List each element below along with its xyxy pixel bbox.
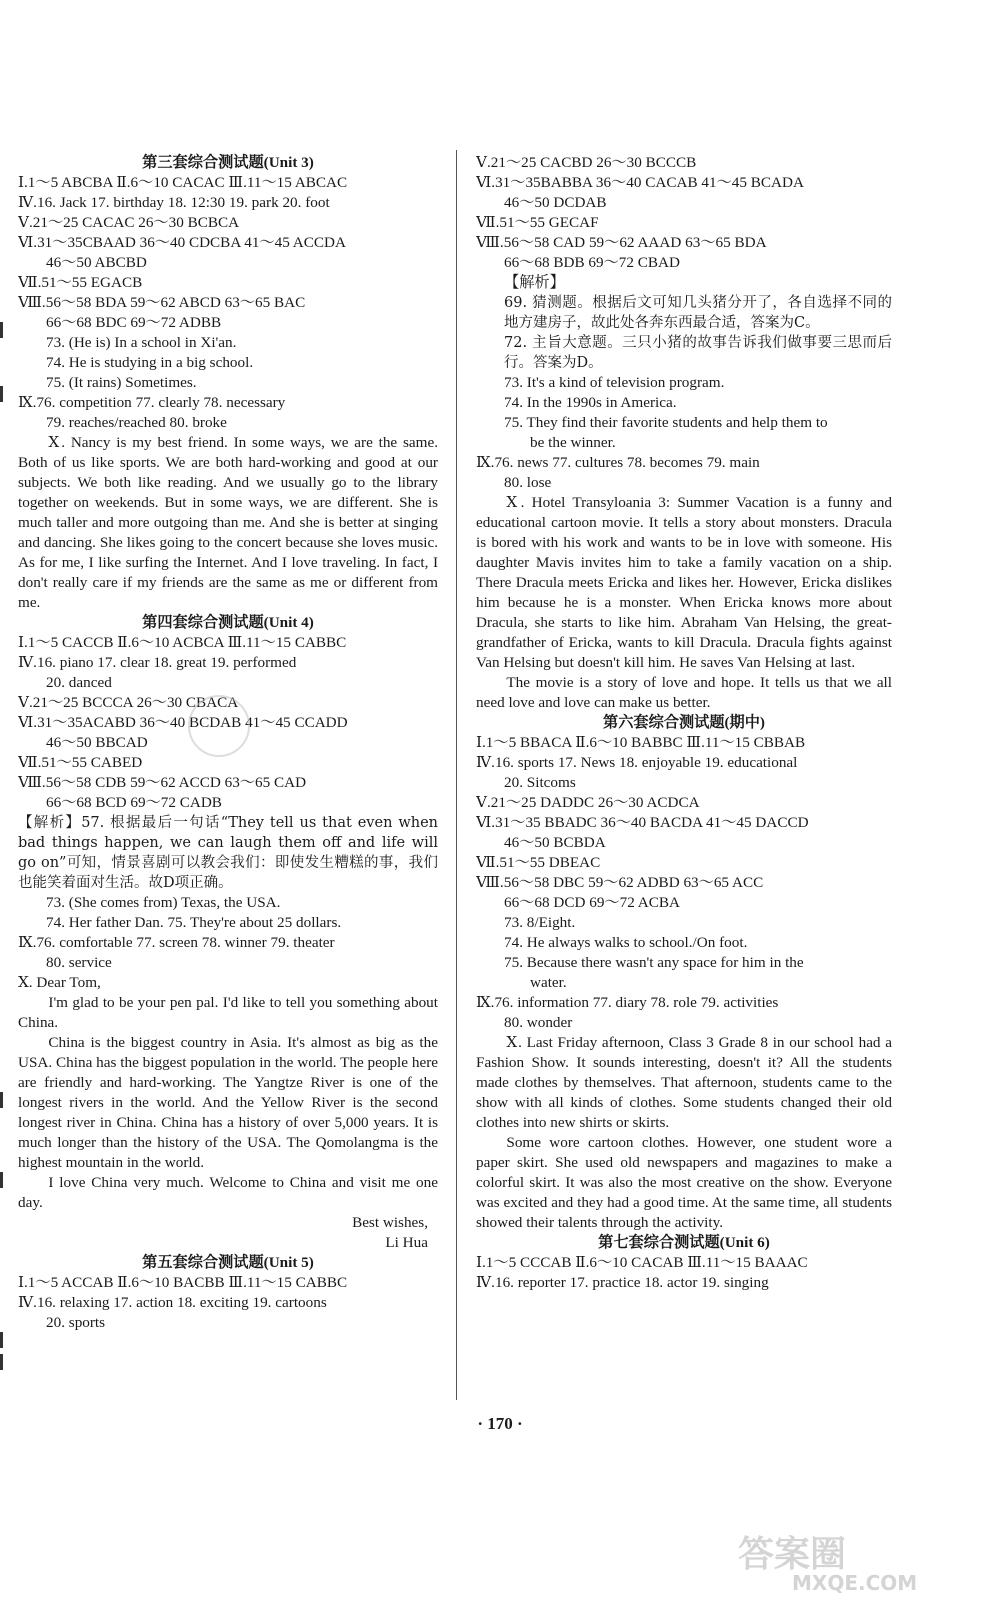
watermark-site-text: MXQE.COM <box>792 1571 918 1594</box>
essay-paragraph: The movie is a story of love and hope. It tells us that we all need love and love can make us better. <box>476 674 892 711</box>
section-title: 第六套综合测试题(期中) <box>603 714 765 731</box>
answer-line: 46～50 DCDAB <box>504 194 607 211</box>
answer-line: Ⅷ.56～58 BDA 59～62 ABCD 63～65 BAC <box>18 294 306 311</box>
answer-line: Ⅴ.21～25 CACAC 26～30 BCBCA <box>18 214 240 231</box>
answer-line: 66～68 BCD 69～72 CADB <box>46 794 222 811</box>
answer-line: Ⅳ.16. relaxing 17. action 18. exciting 19. cartoons <box>18 1294 327 1311</box>
answer-line: Ⅶ.51～55 CABED <box>18 754 143 771</box>
answer-line: 73. 8/Eight. <box>504 914 576 931</box>
answer-line: Ⅵ.31～35CBAAD 36～40 CDCBA 41～45 ACCDA <box>18 234 346 251</box>
answer-line: 73. (He is) In a school in Xi'an. <box>46 334 237 351</box>
answer-line: Ⅷ.56～58 CAD 59～62 AAAD 63～65 BDA <box>476 234 767 251</box>
essay-paragraph: I love China very much. Welcome to China and visit me one day. <box>18 1174 438 1211</box>
answer-line: 20. Sitcoms <box>504 774 576 791</box>
answer-line: 74. He is studying in a big school. <box>46 354 254 371</box>
answer-line: Ⅵ.31～35BABBA 36～40 CACAB 41～45 BCADA <box>476 174 804 191</box>
essay-paragraph: I'm glad to be your pen pal. I'd like to tell you something about China. <box>18 994 438 1031</box>
answer-line: 66～68 BDC 69～72 ADBB <box>46 314 222 331</box>
answer-line: Ⅸ.76. comfortable 77. screen 78. winner 79. theater <box>18 934 335 951</box>
page-edge-mark <box>0 322 3 338</box>
answer-line: 20. danced <box>46 674 112 691</box>
answer-line: Ⅵ.31～35ACABD 36～40 BCDAB 41～45 CCADD <box>18 714 348 731</box>
answer-line: 75. Because there wasn't any space for him in the <box>504 954 804 971</box>
essay-paragraph: Ⅹ. Hotel Transyloania 3: Summer Vacation is a funny and educational cartoon movie. It tells a story about monsters. Dracula is bored with his work and wants to be in love with someone. His daughter Mavis invites him to take a family vacation on a ship. There Dracula meets Ericka and likes her. However, Ericka dislikes him because he is a monster. When Ericka knows more about Dracula, she starts to like him. Abraham Van Helsing, the great-grandfather of Ericka, wants to kill Dracula. Dracula fights against Van Helsing but doesn't kill him. He saves Van Helsing at last. <box>476 494 892 671</box>
answer-line: 75. (It rains) Sometimes. <box>46 374 197 391</box>
answer-line: Ⅹ. Dear Tom, <box>18 974 101 991</box>
answer-line: Ⅴ.21～25 CACBD 26～30 BCCCB <box>476 154 697 171</box>
answer-line: Ⅳ.16. reporter 17. practice 18. actor 19. singing <box>476 1274 769 1291</box>
essay-paragraph: China is the biggest country in Asia. It's almost as big as the USA. China has the biggest population in the world. The people here are friendly and hard-working. The Yangtze River is one of the longest rivers in the world. And the Yellow River is the second longest river in China. China has a history of over 5,000 years. It is much longer than the history of the USA. The Qomolangma is the highest mountain in the world. <box>18 1034 438 1171</box>
answer-line: Ⅰ.1～5 BBACA Ⅱ.6～10 BABBC Ⅲ.11～15 CBBAB <box>476 734 806 751</box>
answer-line: Ⅷ.56～58 CDB 59～62 ACCD 63～65 CAD <box>18 774 307 791</box>
answer-line: 66～68 BDB 69～72 CBAD <box>504 254 680 271</box>
answer-line: 46～50 BBCAD <box>46 734 148 751</box>
answer-line: 74. In the 1990s in America. <box>504 394 677 411</box>
essay-paragraph: Ⅹ. Last Friday afternoon, Class 3 Grade 8 in our school had a Fashion Show. It sounds interesting, doesn't it? All the students made clothes by themselves. That afternoon, students came to the show with all kinds of clothes. Some students changed their old clothes into new shirts or skirts. <box>476 1034 892 1131</box>
essay-paragraph: Some wore cartoon clothes. However, one student wore a paper skirt. She used old newspapers and magazines to make a colorful skirt. It was also the most creative on the show. Everyone was excited and they had a good time. At the same time, all students showed their talents through the activity. <box>476 1134 892 1231</box>
answer-line: Ⅸ.76. information 77. diary 78. role 79. activities <box>476 994 779 1011</box>
answer-line: 20. sports <box>46 1314 106 1331</box>
answer-line: 66～68 DCD 69～72 ACBA <box>504 894 680 911</box>
answer-line: Ⅳ.16. Jack 17. birthday 18. 12:30 19. park 20. foot <box>18 194 330 211</box>
answer-line: 74. Her father Dan. 75. They're about 25 dollars. <box>46 914 342 931</box>
answer-line: 80. service <box>46 954 112 971</box>
page-edge-mark <box>0 386 3 402</box>
answer-line: be the winner. <box>530 434 616 451</box>
answer-line: Ⅳ.16. piano 17. clear 18. great 19. performed <box>18 654 297 671</box>
page-edge-mark <box>0 1172 3 1188</box>
section-title: 第七套综合测试题(Unit 6) <box>598 1234 770 1251</box>
answer-line: 【解析】 <box>504 274 565 291</box>
right-column <box>476 153 892 1293</box>
answer-line: Ⅸ.76. competition 77. clearly 78. necessary <box>18 394 286 411</box>
answer-line: 80. wonder <box>504 1014 573 1031</box>
analysis-paragraph: 69. 猜测题。根据后文可知几头猪分开了，各自选择不同的地方建房子，故此处各奔东西最合适，答案为C。 <box>504 295 892 331</box>
answer-line: Ⅶ.51～55 EGACB <box>18 274 143 291</box>
answer-line: 73. (She comes from) Texas, the USA. <box>46 894 281 911</box>
page-edge-mark <box>0 1332 3 1348</box>
answer-line: Ⅰ.1～5 ABCBA Ⅱ.6～10 CACAC Ⅲ.11～15 ABCAC <box>18 174 348 191</box>
answer-line: 74. He always walks to school./On foot. <box>504 934 748 951</box>
answer-line: 75. They find their favorite students and help them to <box>504 414 828 431</box>
watermark-logo-text: 答案圈 <box>738 1534 847 1575</box>
answer-line: Ⅶ.51～55 DBEAC <box>476 854 601 871</box>
answer-line: 80. lose <box>504 474 552 491</box>
answer-line: Ⅴ.21～25 DADDC 26～30 ACDCA <box>476 794 700 811</box>
answer-line: 79. reaches/reached 80. broke <box>46 414 227 431</box>
watermark-logo <box>732 1526 972 1594</box>
page-edge-mark <box>0 1354 3 1370</box>
section-title: 第五套综合测试题(Unit 5) <box>142 1254 314 1271</box>
answer-line: 73. It's a kind of television program. <box>504 374 725 391</box>
answer-line: Ⅰ.1～5 CACCB Ⅱ.6～10 ACBCA Ⅲ.11～15 CABBC <box>18 634 347 651</box>
answer-line: Best wishes, <box>352 1214 428 1231</box>
answer-line: Ⅷ.56～58 DBC 59～62 ADBD 63～65 ACC <box>476 874 764 891</box>
page-edge-mark <box>0 1092 3 1108</box>
answer-line: Ⅰ.1～5 CCCAB Ⅱ.6～10 CACAB Ⅲ.11～15 BAAAC <box>476 1254 808 1271</box>
answer-line: Ⅴ.21～25 BCCCA 26～30 CBACA <box>18 694 239 711</box>
faint-stamp <box>188 695 250 757</box>
page-number: · 170 · <box>477 1414 523 1433</box>
answer-line: Ⅳ.16. sports 17. News 18. enjoyable 19. educational <box>476 754 798 771</box>
answer-line: Ⅵ.31～35 BBADC 36～40 BACDA 41～45 DACCD <box>476 814 809 831</box>
answer-line: 46～50 BCBDA <box>504 834 606 851</box>
section-title: 第三套综合测试题(Unit 3) <box>142 154 314 171</box>
watermark-logo-icon <box>732 1526 972 1594</box>
answer-line: Ⅸ.76. news 77. cultures 78. becomes 79. main <box>476 454 760 471</box>
essay-paragraph: Ⅹ. Nancy is my best friend. In some ways, we are the same. Both of us like sports. We are both hard-working and good at our subjects. We both like reading. And we usually go to the library together on weekends. But in some ways, we are different. She is much taller and more outgoing than me. And she is better at singing and dancing. She likes going to the concert because she loves music. As for me, I like surfing the Internet. And I love traveling. In fact, I don't really care if my friends are the same as me or different from me. <box>18 434 438 611</box>
section-title: 第四套综合测试题(Unit 4) <box>142 614 314 631</box>
answer-line: water. <box>530 974 567 991</box>
analysis-paragraph: 【解析】57. 根据最后一句话“They tell us that even when bad things happen, we can laugh them off and life will go on”可知，情景喜剧可以教会我们：即使发生糟糕的事，我们也能笑着面对生活。故D项正确。 <box>18 815 438 891</box>
answer-line: 46～50 ABCBD <box>46 254 147 271</box>
answer-line: Li Hua <box>385 1234 428 1251</box>
column-divider <box>456 150 457 1400</box>
answer-line: Ⅶ.51～55 GECAF <box>476 214 599 231</box>
analysis-paragraph: 72. 主旨大意题。三只小猪的故事告诉我们做事要三思而后行。答案为D。 <box>504 335 892 371</box>
answer-line: Ⅰ.1～5 ACCAB Ⅱ.6～10 BACBB Ⅲ.11～15 CABBC <box>18 1274 348 1291</box>
